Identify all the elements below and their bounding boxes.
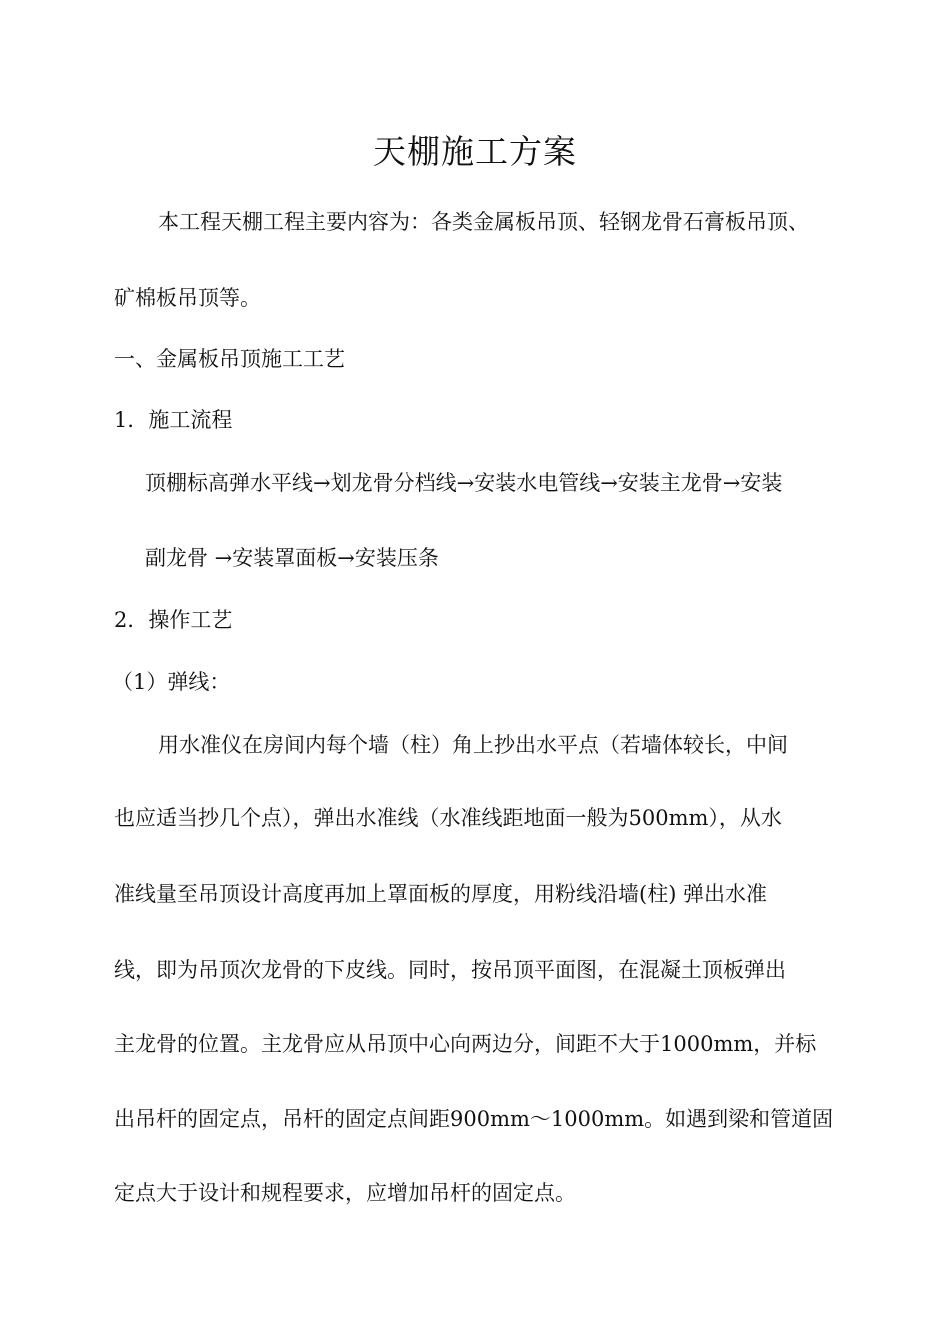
body-paragraph-line: 准线量至吊顶设计高度再加上罩面板的厚度，用粉线沿墙(柱) 弹出水准 <box>114 882 768 906</box>
body-paragraph-line: 出吊杆的固定点，吊杆的固定点间距900mm～1000mm。如遇到梁和管道固 <box>114 1107 834 1131</box>
body-paragraph-line: 也应适当抄几个点），弹出水准线（水准线距地面一般为500mm），从水 <box>114 806 782 830</box>
page-title: 天棚施工方案 <box>373 132 577 171</box>
intro-line-1: 本工程天棚工程主要内容为：各类金属板吊顶、轻钢龙骨石膏板吊顶、 <box>158 210 809 234</box>
body-paragraph-line: 定点大于设计和规程要求，应增加吊杆的固定点。 <box>114 1181 576 1205</box>
process-flow-line-2: 副龙骨 →安装罩面板→安装压条 <box>145 546 439 570</box>
intro-line-2: 矿棉板吊顶等。 <box>114 286 261 310</box>
process-flow-line-1: 顶棚标高弹水平线→划龙骨分档线→安装水电管线→安装主龙骨→安装 <box>145 471 783 495</box>
subsection-heading-flow: 1．施工流程 <box>114 408 233 432</box>
step-heading-snap-line: （1）弹线： <box>112 670 231 694</box>
body-paragraph-line: 主龙骨的位置。主龙骨应从吊顶中心向两边分，间距不大于1000mm，并标 <box>114 1032 817 1056</box>
body-paragraph-line: 线，即为吊顶次龙骨的下皮线。同时，按吊顶平面图，在混凝土顶板弹出 <box>114 958 786 982</box>
subsection-heading-operation: 2．操作工艺 <box>114 608 233 632</box>
body-paragraph-line: 用水准仪在房间内每个墙（柱）角上抄出水平点（若墙体较长，中间 <box>158 733 788 757</box>
section-heading: 一、金属板吊顶施工工艺 <box>114 347 345 371</box>
